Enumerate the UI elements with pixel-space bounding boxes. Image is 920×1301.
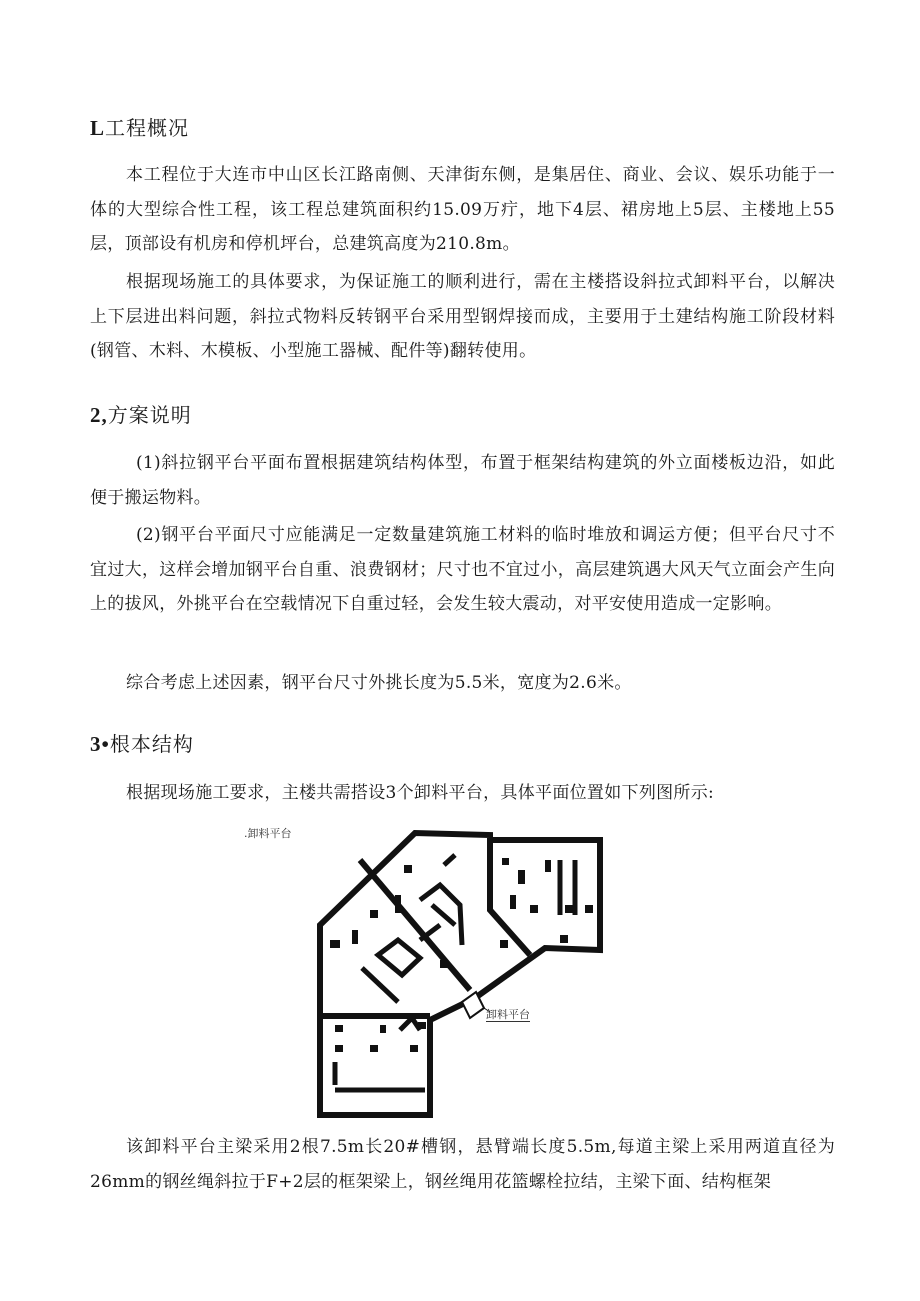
- section-title: 工程概况: [105, 116, 190, 140]
- paragraph: 根据现场施工的具体要求，为保证施工的顺利进行，需在主楼搭设斜拉式卸料平台，以解决上下层进出料问题，斜拉式物料反转钢平台采用型钢焊接而成，主要用于土建结构施工阶段材料(钢管、木料、木模板、小型施工器械、配件等)翻转使用。: [90, 272, 835, 361]
- column: [530, 905, 538, 913]
- column: [510, 895, 516, 909]
- paragraph: 本工程位于大连市中山区长江路南侧、天津街东侧，是集居住、商业、会议、娱乐功能于一体的大型综合性工程，该工程总建筑面积约15.09万疔，地下4层、裙房地上5层、主楼地上55层，顶部设有机房和停机坪台，总建筑高度为210.8m。: [90, 165, 835, 254]
- section-title: 根本结构: [109, 732, 194, 756]
- section-heading-1: [90, 112, 189, 141]
- column: [440, 960, 448, 968]
- figure-label-right: 卸料平台: [486, 1008, 530, 1021]
- section-number: 3•: [90, 732, 110, 756]
- column: [585, 905, 593, 913]
- wall-line: [378, 940, 420, 975]
- column: [502, 858, 509, 865]
- column: [352, 930, 358, 944]
- paragraph: (1)斜拉钢平台平面布置根据建筑结构体型，布置于框架结构建筑的外立面楼板边沿，如此便于搬运物料。: [90, 453, 835, 508]
- section-heading-3: [90, 728, 194, 757]
- column: [500, 940, 508, 948]
- section-number: L: [90, 116, 106, 140]
- wall-line: [362, 968, 398, 1002]
- column: [380, 1025, 386, 1033]
- paragraph: 该卸料平台主梁采用2根7.5m长20#槽钢，悬臂端长度5.5m,每道主梁上采用两道直径为26mm的钢丝绳斜拉于F+2层的框架梁上，钢丝绳用花篮螺栓拉结，主梁下面、结构框架: [90, 1137, 835, 1192]
- column: [330, 940, 340, 948]
- column: [404, 865, 412, 873]
- floor-plan-figure: [240, 820, 640, 1120]
- wall-line: [432, 905, 455, 925]
- section-heading-2: [90, 399, 192, 428]
- column: [335, 1025, 343, 1032]
- column: [518, 870, 525, 884]
- column: [565, 905, 574, 913]
- column: [395, 895, 401, 913]
- column: [410, 1045, 418, 1052]
- column: [370, 910, 378, 918]
- section-number: 2,: [90, 403, 108, 427]
- column: [370, 1045, 378, 1052]
- paragraph: 根据现场施工要求，主楼共需搭设3个卸料平台，具体平面位置如下列图所示:: [126, 783, 715, 803]
- paragraph: 综合考虑上述因素，钢平台尺寸外挑长度为5.5米，宽度为2.6米。: [126, 673, 632, 693]
- column: [335, 1045, 343, 1052]
- section-title: 方案说明: [107, 403, 192, 427]
- figure-label-top: .卸料平台: [244, 827, 292, 840]
- wall-line: [400, 1018, 420, 1030]
- column: [418, 1022, 426, 1029]
- wall-line: [444, 855, 455, 865]
- column: [545, 860, 551, 872]
- paragraph: (2)钢平台平面尺寸应能满足一定数量建筑施工材料的临时堆放和调运方便；但平台尺寸不宜过大，这样会增加钢平台自重、浪费钢材；尺寸也不宜过小，高层建筑遇大风天气立面会产生向上的拔风，外挑平台在空载情况下自重过轻，会发生较大震动，对平安使用造成一定影响。: [90, 525, 835, 614]
- column: [560, 935, 568, 943]
